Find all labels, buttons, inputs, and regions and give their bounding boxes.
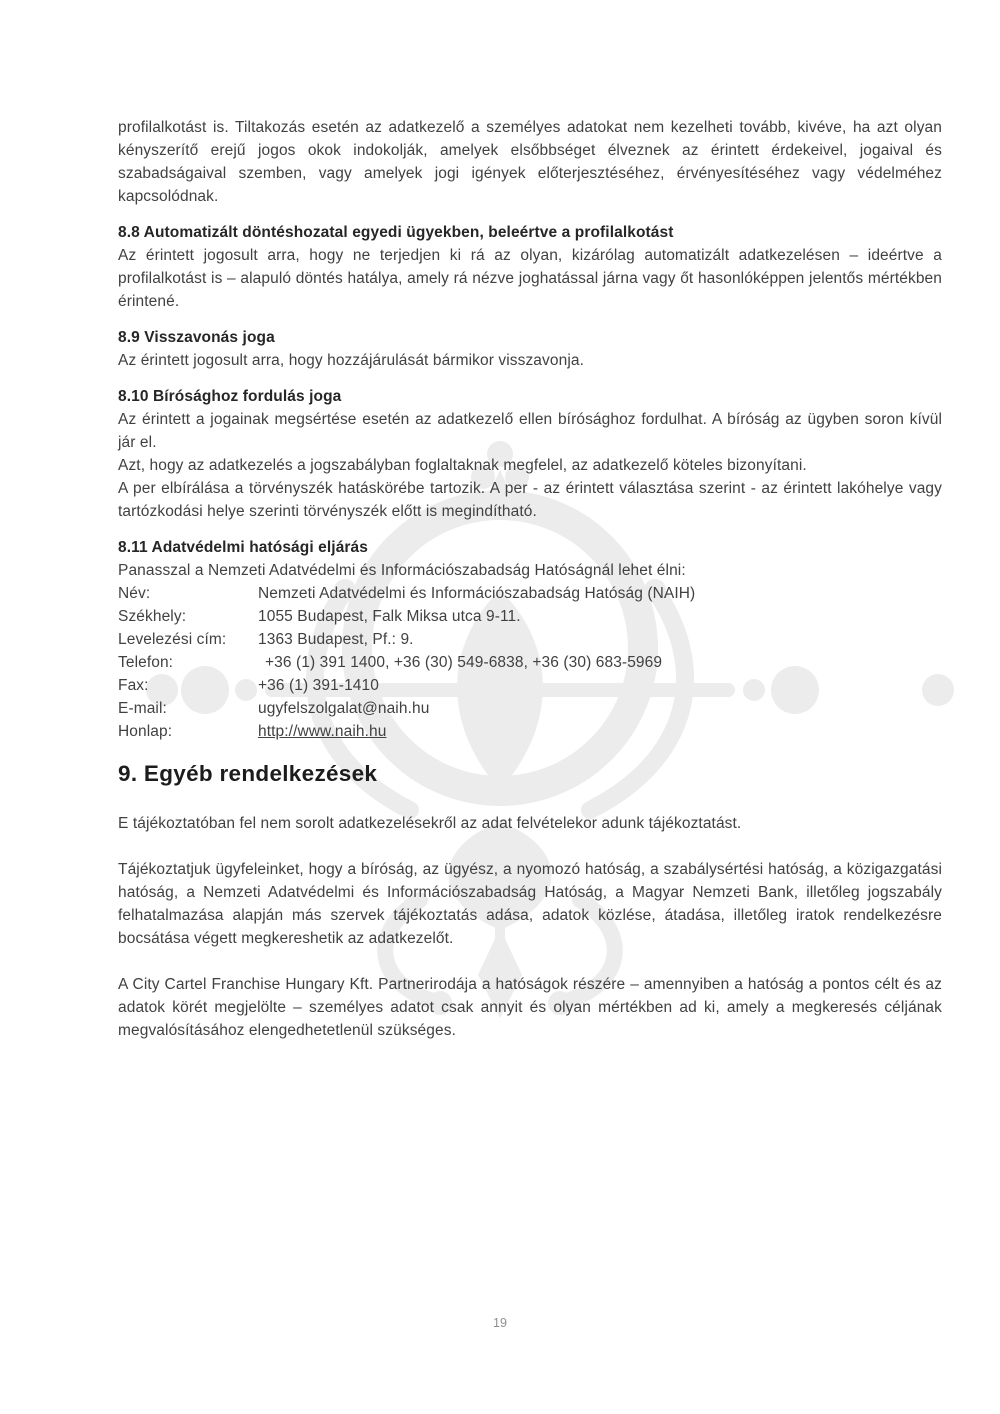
section-9-heading: 9. Egyéb rendelkezések <box>118 761 378 786</box>
contact-value: +36 (1) 391 1400, +36 (30) 549-6838, +36 (30) 683-5969 <box>265 654 663 671</box>
document-content <box>118 116 942 1042</box>
section-8-8-heading: 8.8 Automatizált döntéshozatal egyedi ügyekben, beleértve a profilalkotást <box>118 224 674 241</box>
intro-paragraph: profilalkotást is. Tiltakozás esetén az adatkezelő a személyes adatokat nem kezelheti tovább, kivéve, ha azt olyan kényszerítő erejű jogos okok indokolják, amelyek elsőbbséget élveznek az érintett érdekeivel, jogaival és szabadságaival szemben, vagy amelyek jogi igények előterjesztéséhez, érvényesítéséhez vagy védelméhez kapcsolódnak. <box>118 119 942 205</box>
contact-value: 1363 Budapest, Pf.: 9. <box>258 631 414 648</box>
contact-label: Székhely: <box>118 608 187 625</box>
section-8-10-paragraph-2: Azt, hogy az adatkezelés a jogszabályban foglaltaknak megfelel, az adatkezelő köteles bizonyítani. <box>118 457 807 474</box>
section-9-paragraph-3: A City Cartel Franchise Hungary Kft. Partnerirodája a hatóságok részére – amennyiben a hatóság a pontos célt és az adatok körét megjelölte – személyes adatot csak annyit és olyan mértékben ad ki, amely a megkeresés céljának megvalósításához elengedhetetlenül szükséges. <box>118 976 942 1039</box>
contact-label: Honlap: <box>118 723 173 740</box>
contact-label: Név: <box>118 585 151 602</box>
section-8-10-paragraph-1: Az érintett a jogainak megsértése esetén az adatkezelő ellen bírósághoz fordulhat. A bíróság az ügyben soron kívül jár el. <box>118 411 942 451</box>
contact-row-phone <box>118 651 942 674</box>
contact-row-email <box>118 697 942 720</box>
contact-value: 1055 Budapest, Falk Miksa utca 9-11. <box>258 608 521 625</box>
section-8-8-paragraph: Az érintett jogosult arra, hogy ne terjedjen ki rá az olyan, kizárólag automatizált adatkezelésen – ideértve a profilalkotást is – alapuló döntés hatálya, amely rá nézve joghatással járna vagy őt hasonlóképpen jelentős mértékben érintené. <box>118 247 942 310</box>
section-8-10-paragraph-3: A per elbírálása a törvényszék hatáskörébe tartozik. A per - az érintett választása szerint - az érintett lakóhelye vagy tartózkodási helye szerinti törvényszék előtt is megindítható. <box>118 480 942 520</box>
section-9-paragraph-1: E tájékoztatóban fel nem sorolt adatkezelésekről az adat felvételekor adunk tájékoztatást. <box>118 815 742 832</box>
contact-label: E-mail: <box>118 700 167 717</box>
contact-row-name <box>118 582 942 605</box>
section-8-9-heading: 8.9 Visszavonás joga <box>118 329 275 346</box>
website-link[interactable]: http://www.naih.hu <box>258 723 387 740</box>
contact-label: Fax: <box>118 677 149 694</box>
contact-row-mailing-address <box>118 628 942 651</box>
page-number: 19 <box>493 1316 507 1330</box>
contact-row-address <box>118 605 942 628</box>
section-8-10-heading: 8.10 Bírósághoz fordulás joga <box>118 388 342 405</box>
section-8-9-paragraph: Az érintett jogosult arra, hogy hozzájárulását bármikor visszavonja. <box>118 352 584 369</box>
contact-value: ugyfelszolgalat@naih.hu <box>258 700 430 717</box>
contact-row-website <box>118 720 942 743</box>
contact-row-fax <box>118 674 942 697</box>
section-8-11-paragraph: Panasszal a Nemzeti Adatvédelmi és Információszabadság Hatóságnál lehet élni: <box>118 562 686 579</box>
contact-label: Telefon: <box>118 654 174 671</box>
contact-value: +36 (1) 391-1410 <box>258 677 379 694</box>
section-8-11-heading: 8.11 Adatvédelmi hatósági eljárás <box>118 539 368 556</box>
contact-value: Nemzeti Adatvédelmi és Információszabadság Hatóság (NAIH) <box>258 585 696 602</box>
section-9-paragraph-2: Tájékoztatjuk ügyfeleinket, hogy a bíróság, az ügyész, a nyomozó hatóság, a szabálysértési hatóság, a közigazgatási hatóság, a Nemzeti Adatvédelmi és Információszabadság Hatóság, a Magyar Nemzeti Bank, illetőleg jogszabály felhatalmazása alapján más szervek tájékoztatás adása, adatok közlése, átadása, illetőleg iratok rendelkezésre bocsátása végett megkereshetik az adatkezelőt. <box>118 861 942 947</box>
contact-label: Levelezési cím: <box>118 631 227 648</box>
